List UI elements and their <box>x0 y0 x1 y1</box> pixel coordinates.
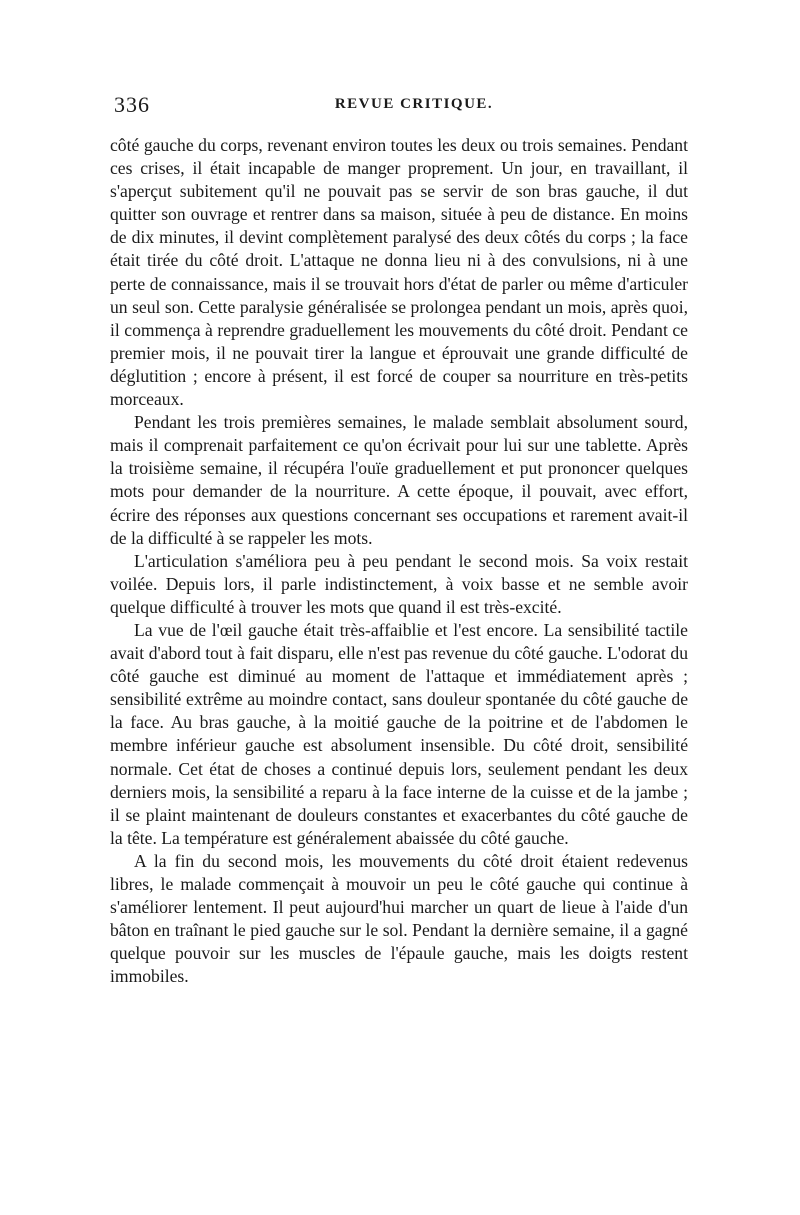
book-page <box>110 92 688 988</box>
page-number: 336 <box>114 92 150 117</box>
paragraph-movement: A la fin du second mois, les mouvements du côté droit étaient redevenus libres, le malade commençait à mouvoir un peu le côté gauche qui continue à s'améliorer lentement. Il peut aujourd'hui marcher un quart de lieue à l'aide d'un bâton en traînant le pied gauche sur le sol. Pendant la dernière semaine, il a gagné quelque pouvoir sur les muscles de l'épaule gauche, mais les doigts restent immobiles. <box>110 850 688 987</box>
paragraph-articulation: L'articulation s'améliora peu à peu pendant le second mois. Sa voix restait voilée. Depuis lors, il parle indistinctement, à voix basse et ne semble avoir quelque difficulté à trouver les mots que quand il est très-excité. <box>110 550 688 617</box>
paragraph-hearing: Pendant les trois premières semaines, le malade semblait absolument sourd, mais il comprenait parfaitement ce qu'on écrivait pour lui sur une tablette. Après la troisième semaine, il récupéra l'ouïe graduellement et put prononcer quelques mots pour demander de la nourriture. A cette époque, il pouvait, avec effort, écrire des réponses aux questions concernant ses occupations et rarement avait-il de la difficulté à se rappeler les mots. <box>110 412 688 548</box>
paragraph-sensibility: La vue de l'œil gauche était très-affaiblie et l'est encore. La sensibilité tactile avait d'abord tout à fait disparu, elle n'est pas revenue du côté gauche. L'odorat du côté gauche est diminué au moment de l'attaque et immédiatement après ; sensibilité extrême au moindre contact, sans douleur spontanée du côté gauche de la face. Au bras gauche, à la moitié gauche de la poitrine et de l'abdomen le membre inférieur gauche est absolument insensible. Du côté droit, sensibilité normale. Cet état de choses a continué depuis lors, seulement pendant les deux derniers mois, la sensibilité a reparu à la face interne de la cuisse et de la jambe ; il se plaint maintenant de douleurs constantes et exacerbantes du côté gauche de la tête. La température est généralement abaissée du côté gauche. <box>110 619 688 848</box>
page-header <box>110 92 688 122</box>
running-head: REVUE CRITIQUE. <box>334 96 494 112</box>
paragraph-continuation: côté gauche du corps, revenant environ toutes les deux ou trois semaines. Pendant ces crises, il était incapable de manger proprement. Un jour, en travaillant, il s'aperçut subitement qu'il ne pouvait pas se servir de son bras gauche, il dut quitter son ouvrage et rentrer dans sa maison, située à peu de distance. En moins de dix minutes, il devint complètement paralysé des deux côtés du corps ; la face était tirée du côté droit. L'attaque ne donna lieu ni à des convulsions, ni à une perte de connaissance, mais il se trouvait hors d'état de parler ou même d'articuler un seul son. Cette paralysie généralisée se prolongea pendant un mois, après quoi, il commença à reprendre graduellement les mouvements du côté droit. Pendant ce premier mois, il ne pouvait tirer la langue et éprouvait une grande difficulté de déglutition ; encore à présent, il est forcé de couper sa nourriture en très-petits morceaux. <box>110 135 688 410</box>
